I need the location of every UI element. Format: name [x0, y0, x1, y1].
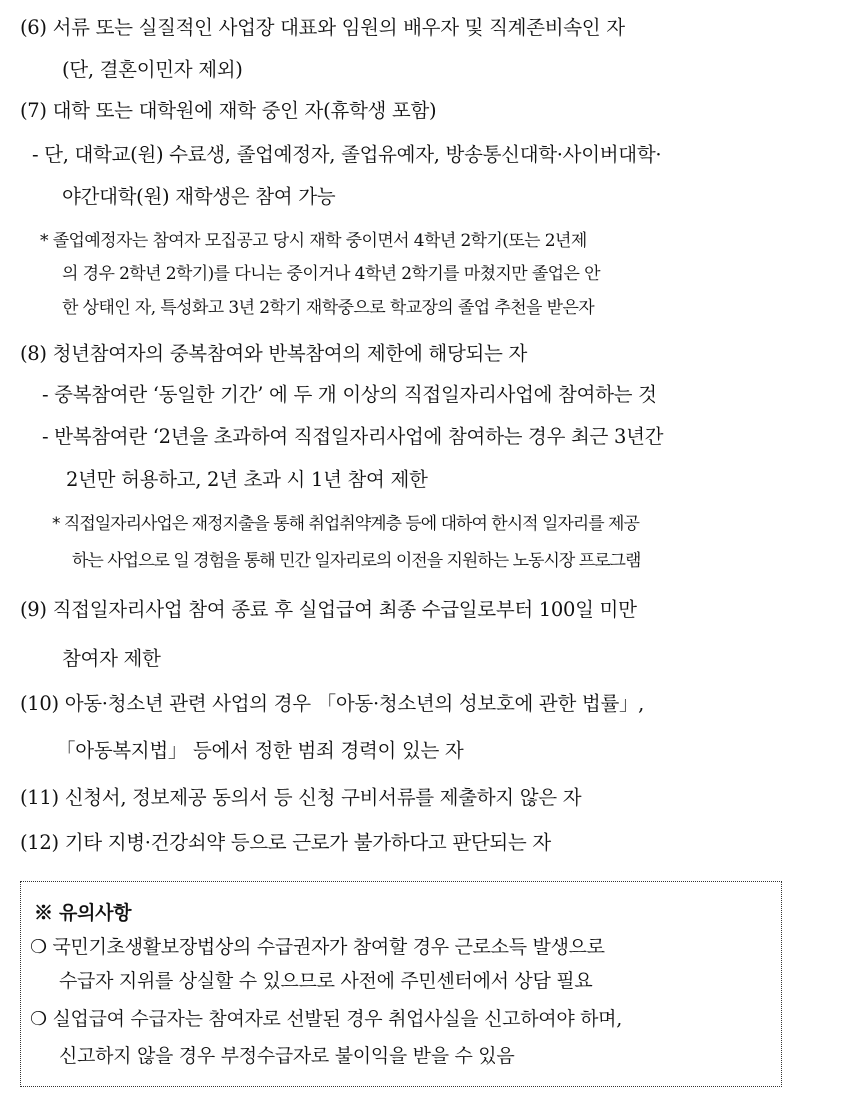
- item-8-note-1: * 직접일자리사업은 재정지출을 통해 취업취약계층 등에 대하여 한시적 일자리를 제공: [52, 514, 639, 534]
- item-11-line-1: (11) 신청서, 정보제공 동의서 등 신청 구비서류를 제출하지 않은 자: [20, 786, 582, 809]
- item-12-line-1: (12) 기타 지병·건강쇠약 등으로 근로가 불가하다고 판단되는 자: [20, 831, 551, 854]
- notice-bullet-1-line-2: 수급자 지위를 상실할 수 있으므로 사전에 주민센터에서 상담 필요: [59, 970, 593, 992]
- item-7-note-2: 의 경우 2학년 2학기)를 다니는 중이거나 4학년 2학기를 마쳤지만 졸업은 안: [62, 264, 600, 284]
- notice-box: [20, 881, 782, 1087]
- item-10-line-1: (10) 아동·청소년 관련 사업의 경우 「아동·청소년의 성보호에 관한 법률」,: [20, 692, 645, 715]
- notice-bullet-1-line-1: ❍ 국민기초생활보장법상의 수급권자가 참여할 경우 근로소득 발생으로: [30, 936, 605, 958]
- notice-bullet-2-line-1: ❍ 실업급여 수급자는 참여자로 선발된 경우 취업사실을 신고하여야 하며,: [30, 1008, 622, 1030]
- item-10-line-2: 「아동복지법」 등에서 정한 범죄 경력이 있는 자: [56, 739, 464, 762]
- item-6-line-1: (6) 서류 또는 실질적인 사업장 대표와 임원의 배우자 및 직계존비속인 자: [20, 16, 625, 39]
- item-8-sub-2a: - 반복참여란 ‘2년을 초과하여 직접일자리사업에 참여하는 경우 최근 3년간: [42, 425, 664, 448]
- item-8-line-1: (8) 청년참여자의 중복참여와 반복참여의 제한에 해당되는 자: [20, 342, 528, 365]
- item-9-line-2: 참여자 제한: [62, 647, 161, 670]
- notice-bullet-2-line-2: 신고하지 않을 경우 부정수급자로 불이익을 받을 수 있음: [59, 1045, 515, 1067]
- item-7-note-3: 한 상태인 자, 특성화고 3년 2학기 재학중으로 학교장의 졸업 추천을 받은자: [62, 298, 595, 318]
- item-7-sub-1: - 단, 대학교(원) 수료생, 졸업예정자, 졸업유예자, 방송통신대학·사이버대학·: [32, 143, 662, 166]
- item-9-line-1: (9) 직접일자리사업 참여 종료 후 실업급여 최종 수급일로부터 100일 미만: [20, 598, 637, 621]
- notice-title: ※ 유의사항: [34, 902, 132, 924]
- item-7-line-1: (7) 대학 또는 대학원에 재학 중인 자(휴학생 포함): [20, 99, 437, 122]
- item-8-note-2: 하는 사업으로 일 경험을 통해 민간 일자리로의 이전을 지원하는 노동시장 프로그램: [72, 551, 641, 571]
- item-8-sub-2b: 2년만 허용하고, 2년 초과 시 1년 참여 제한: [66, 468, 428, 491]
- item-8-sub-1: - 중복참여란 ‘동일한 기간’ 에 두 개 이상의 직접일자리사업에 참여하는 것: [42, 383, 657, 406]
- item-7-sub-2: 야간대학(원) 재학생은 참여 가능: [62, 185, 336, 208]
- item-6-line-2: (단, 결혼이민자 제외): [62, 58, 243, 81]
- item-7-note-1: * 졸업예정자는 참여자 모집공고 당시 재학 중이면서 4학년 2학기(또는 2년제: [40, 231, 587, 251]
